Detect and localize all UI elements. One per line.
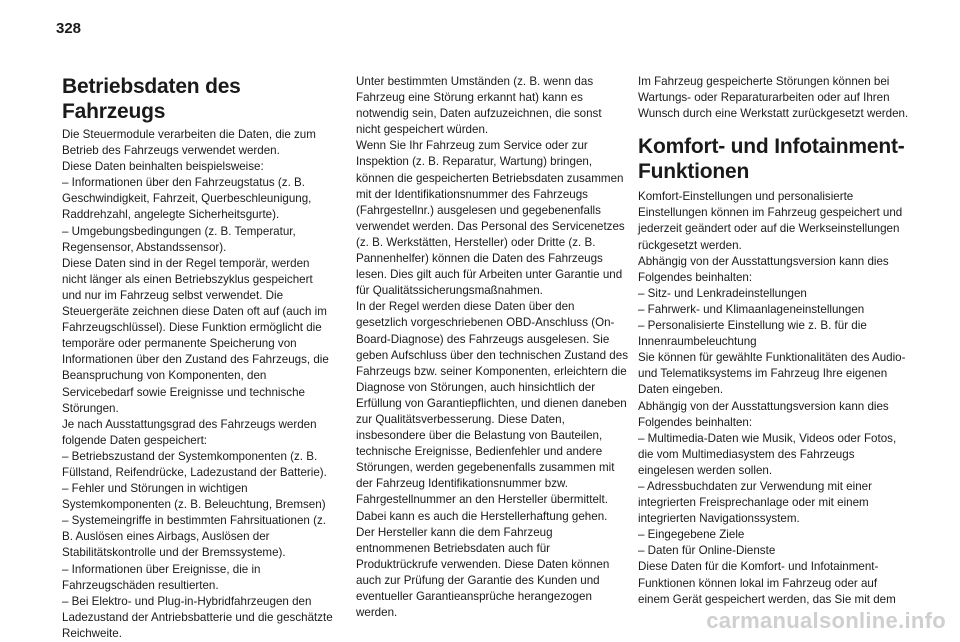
list-item: – Systemeingriffe in bestimmten Fahrsituationen (z. B. Auslösen eines Airbags, Auslösen der Stabilitätskontrolle und der Bremssysteme).	[62, 514, 326, 560]
list-item: – Betriebszustand der Systemkomponenten (z. B. Füllstand, Reifendrücke, Ladezustand der Batterie).	[62, 449, 327, 479]
paragraph: Unter bestimmten Umständen (z. B. wenn das Fahrzeug eine Störung erkannt hat) kann es notwendig sein, Daten aufzuzeichnen, die sonst nicht gespeichert würden.	[356, 75, 602, 137]
paragraph: Sie können für gewählte Funktionalitäten des Audio- und Telematiksystems im Fahrzeug Ihre eigenen Daten eingeben.	[638, 351, 906, 397]
paragraph: Im Fahrzeug gespeicherte Störungen können bei Wartungs- oder Reparaturarbeiten oder auf Ihren Wunsch durch eine Werkstatt zurückgesetzt werden.	[638, 75, 909, 121]
paragraph: Komfort-Einstellungen und personalisierte Einstellungen können im Fahrzeug gespeichert und jederzeit geändert oder auf die Werkseinstellungen rückgesetzt werden.	[638, 190, 903, 252]
list-item: – Bei Elektro- und Plug-in-Hybridfahrzeugen den Ladezustand der Antriebsbatterie und die geschätzte Reichweite.	[62, 594, 333, 640]
page-number: 328	[56, 20, 82, 37]
text-column-1	[62, 74, 334, 642]
text-column-3	[638, 74, 910, 608]
paragraph: Diese Daten sind in der Regel temporär, werden nicht länger als einen Betriebszyklus gespeichert und nur im Fahrzeug selbst verwendet. Die Steuergeräte zeichnen diese Daten oft auf (auch im Fahrzeugschlüssel). Diese Funktion ermöglicht die temporäre oder permanente Speicherung von Informationen über den Zustand des Fahrzeugs, die Beanspruchung von Komponenten, den Servicebedarf sowie Ereignisse und technische Störungen.	[62, 256, 329, 415]
list-item: – Informationen über den Fahrzeugstatus (z. B. Geschwindigkeit, Fahrzeit, Querbeschleunigung, Raddrehzahl, angelegte Sicherheitsgurte).	[62, 176, 312, 222]
list-item: – Eingegebene Ziele	[638, 528, 745, 542]
list-item: – Sitz- und Lenkradeinstellungen	[638, 286, 807, 300]
section-heading-operating-data: Betriebsdaten des Fahrzeugs	[62, 75, 241, 123]
list-item: – Daten für Online-Dienste	[638, 544, 776, 558]
watermark: carmanualsonline.info	[706, 608, 946, 633]
section-heading-comfort-infotainment: Komfort- und Infotainment-Funktionen	[638, 135, 905, 184]
list-item: – Adressbuchdaten zur Verwendung mit einer integrierten Freisprechanlage oder mit einem integrierten Navigationssystem.	[638, 479, 872, 526]
list-item: – Umgebungsbedingungen (z. B. Temperatur, Regensensor, Abstandssensor).	[62, 224, 296, 254]
list-item: – Multimedia-Daten wie Musik, Videos oder Fotos, die vom Multimediasystem des Fahrzeugs eingelesen werden sollen.	[638, 431, 897, 477]
list-item: – Personalisierte Einstellung wie z. B. für die Innenraumbeleuchtung	[638, 319, 867, 349]
list-item: – Fehler und Störungen in wichtigen Systemkomponenten (z. B. Beleuchtung, Bremsen)	[62, 482, 326, 512]
list-item: – Informationen über Ereignisse, die in Fahrzeugschäden resultierten.	[62, 562, 261, 592]
paragraph: Abhängig von der Ausstattungsversion kann dies Folgendes beinhalten:	[638, 399, 889, 429]
paragraph: Die Steuermodule verarbeiten die Daten, die zum Betrieb des Fahrzeugs verwendet werden.	[62, 128, 316, 158]
paragraph: In der Regel werden diese Daten über den gesetzlich vorgeschriebenen OBD-Anschluss (On-Board-Diagnose) des Fahrzeugs ausgelesen. Sie geben Aufschluss über den technischen Zustand des Fahrzeugs bzw. seiner Komponenten, erleichtern die Diagnose von Störungen, auch hinsichtlich der Erfüllung von Garantiepflichten, und dienen daneben zur Qualitätsverbesserung. Diese Daten, insbesondere über die Belastung von Bauteilen, technische Ereignisse, Bedienfehler und andere Störungen, werden gegebenenfalls zusammen mit der Fahrzeug Identifikationsnummer bzw. Fahrgestellnummer an den Hersteller übermittelt. Dabei kann es auch die Herstellerhaftung gehen. Der Hersteller kann die dem Fahrzeug entnommenen Betriebsdaten auch für Produktrückrufe verwenden. Diese Daten können auch zur Prüfung der Garantie des Kunden und eventueller Garantieansprüche herangezogen werden.	[356, 300, 628, 620]
list-item: – Fahrwerk- und Klimaanlageneinstellungen	[638, 302, 865, 316]
text-column-2	[356, 74, 628, 621]
paragraph: Wenn Sie Ihr Fahrzeug zum Service oder zur Inspektion (z. B. Reparatur, Wartung) bringen, können die gespeicherten Betriebsdaten zusammen mit der Identifikationsnummer des Fahrzeugs (Fahrgestellnr.) ausgelesen und gegebenenfalls verwendet werden. Das Personal des Servicenetzes (z. B. Werkstätten, Hersteller) oder Dritte (z. B. Pannenhelfer) können die Daten des Fahrzeugs lesen. Dies gilt auch für Arbeiten unter Garantie und für Qualitätssicherungsmaßnahmen.	[356, 139, 625, 298]
paragraph: Diese Daten für die Komfort- und Infotainment-Funktionen können lokal im Fahrzeug oder auf einem Gerät gespeichert werden, das Sie mit dem	[638, 560, 896, 606]
paragraph: Je nach Ausstattungsgrad des Fahrzeugs werden folgende Daten gespeichert:	[62, 417, 317, 447]
paragraph: Diese Daten beinhalten beispielsweise:	[62, 160, 264, 174]
paragraph: Abhängig von der Ausstattungsversion kann dies Folgendes beinhalten:	[638, 254, 889, 284]
